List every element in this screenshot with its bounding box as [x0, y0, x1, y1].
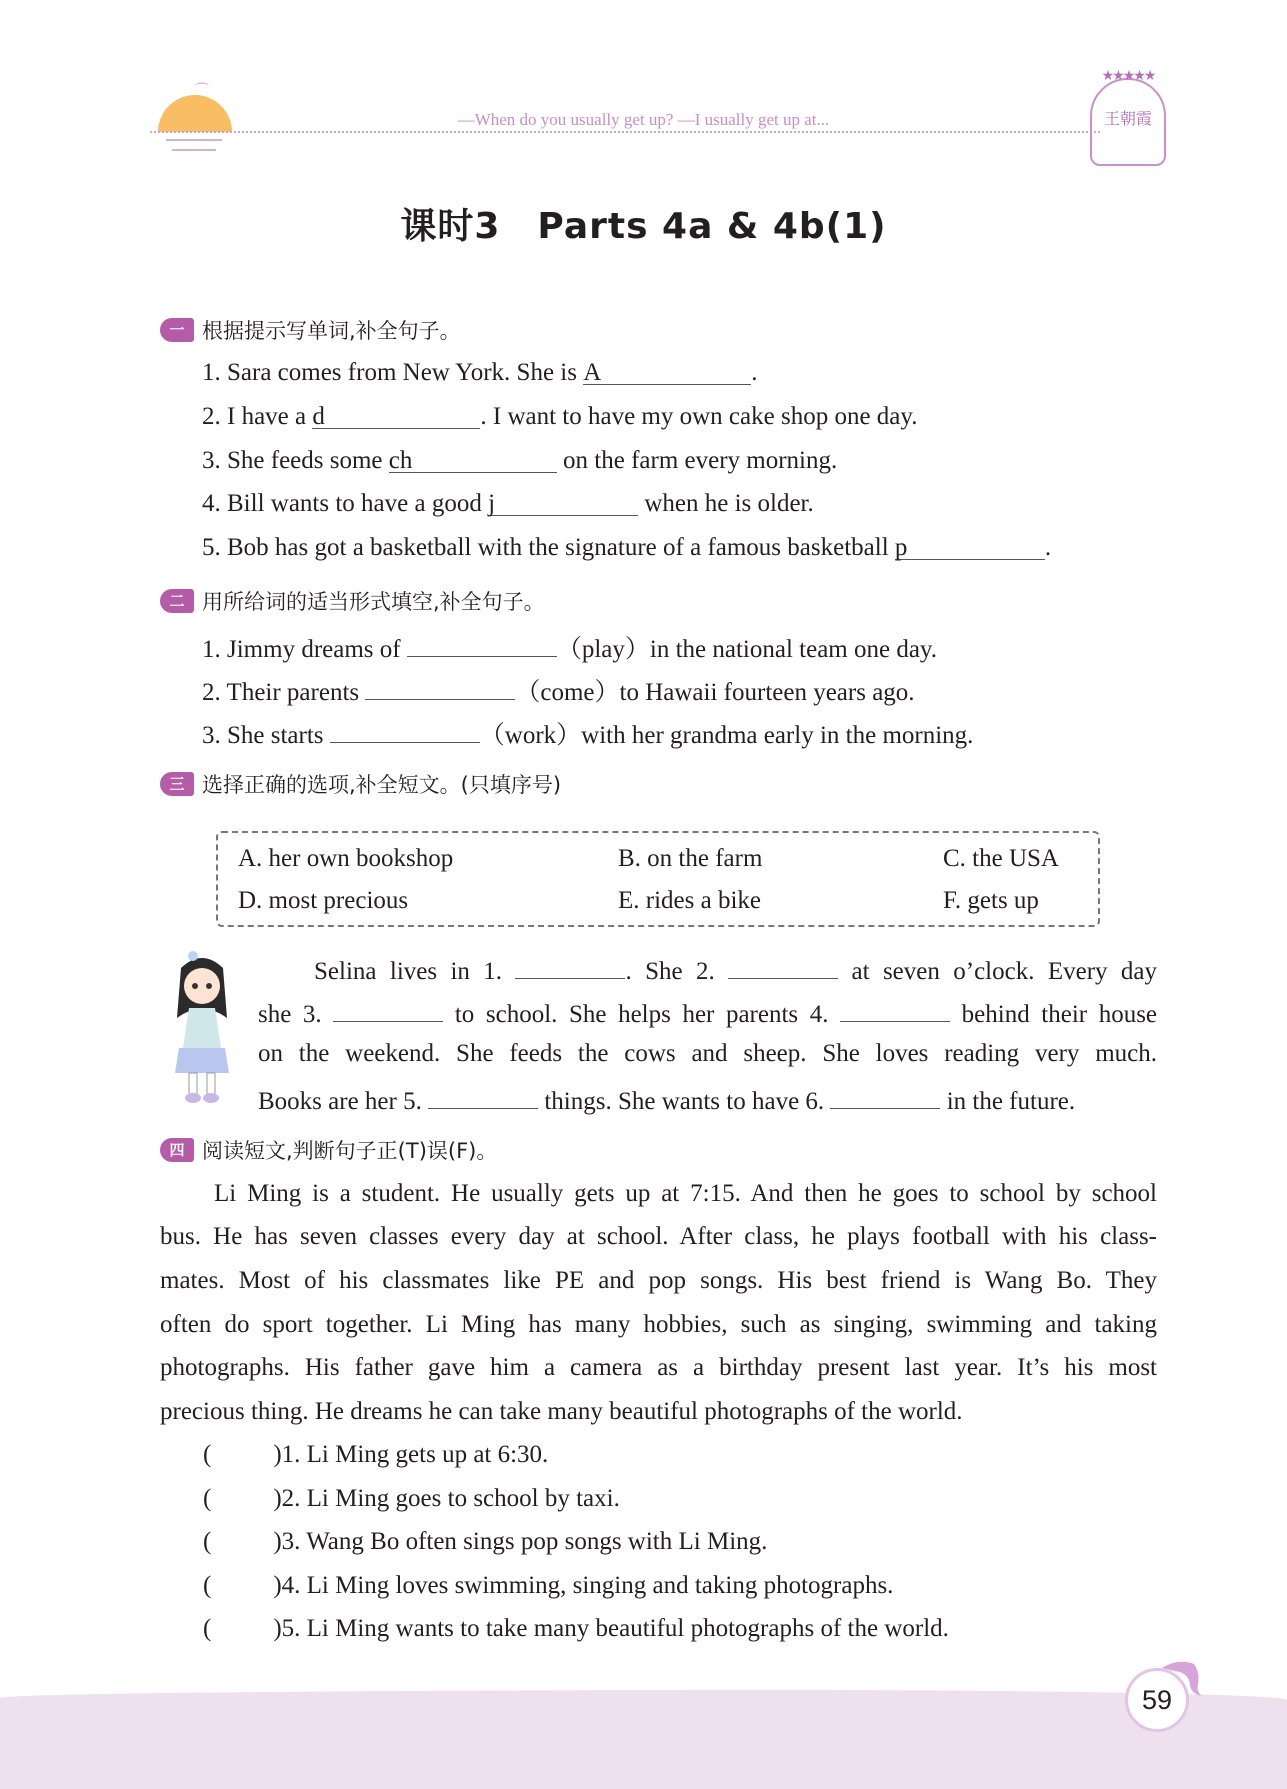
answer-blank[interactable] [407, 630, 557, 657]
answer-blank-3[interactable] [333, 995, 443, 1022]
answer-blank[interactable] [365, 673, 515, 700]
reading-line: mates. Most of his classmates like PE and pop songs. His best friend is Wang Bo. They [160, 1267, 1157, 1294]
decoration-line [172, 149, 216, 151]
option-d: D. most precious [238, 887, 409, 914]
reading-line: bus. He has seven classes every day at school. After class, he plays football with his class- [160, 1223, 1157, 1250]
answer-blank[interactable] [330, 716, 480, 743]
option-e: E. rides a bike [618, 887, 762, 914]
answer-blank-1[interactable] [515, 952, 625, 979]
answer-blank-4[interactable] [840, 995, 950, 1022]
girl-illustration [163, 948, 241, 1106]
question-1-1: 1. Sara comes from New York. She is A . [202, 359, 758, 386]
section-2-heading [160, 587, 545, 615]
logo-text: 王朝霞 [1103, 109, 1152, 128]
footer-band [0, 1690, 1287, 1789]
running-title: —When do you usually get up? —I usually get up at... [457, 110, 830, 129]
section-instruction: 选择正确的选项,补全短文。(只填序号) [202, 773, 562, 797]
reading-line: photographs. His father gave him a camera as a birthday present last year. It’s his most [160, 1354, 1157, 1381]
reading-line: Li Ming is a student. He usually gets up at 7:15. And then he goes to school by school [214, 1180, 1157, 1207]
section-instruction: 根据提示写单词,补全句子。 [202, 319, 461, 343]
question-2-1: 1. Jimmy dreams of （play）in the national team one day. [202, 630, 937, 665]
option-f: F. gets up [943, 887, 1039, 914]
question-2-2: 2. Their parents （come）to Hawaii fourteen years ago. [202, 673, 915, 708]
page-title: 课时3 Parts 4a & 4b(1) [400, 206, 887, 247]
reading-line: precious thing. He dreams he can take many beautiful photographs of the world. [160, 1398, 963, 1425]
dolphin-icon [1160, 1660, 1204, 1700]
publisher-logo [1090, 68, 1166, 166]
option-b: B. on the farm [618, 845, 763, 872]
section-instruction: 阅读短文,判断句子正(T)误(F)。 [202, 1139, 498, 1163]
stars-icon: ★★★★★ [1101, 68, 1155, 84]
section-instruction: 用所给词的适当形式填空,补全句子。 [202, 590, 545, 614]
question-2-3: 3. She starts （work）with her grandma early in the morning. [202, 716, 973, 751]
header-divider [150, 131, 1100, 133]
tf-statement-1: ( )1. Li Ming gets up at 6:30. [203, 1441, 549, 1468]
reading-line: often do sport together. Li Ming has many hobbies, such as singing, swimming and taking [160, 1311, 1157, 1338]
answer-blank-2[interactable] [728, 952, 838, 979]
answer-blank[interactable]: A [583, 358, 751, 385]
options-box [216, 831, 1100, 927]
tf-statement-4: ( )4. Li Ming loves swimming, singing and taking photographs. [203, 1572, 894, 1599]
tf-statement-3: ( )3. Wang Bo often sings pop songs with Li Ming. [203, 1528, 768, 1555]
question-1-5: 5. Bob has got a basketball with the signature of a famous basketball p . [202, 534, 1052, 561]
answer-blank-6[interactable] [830, 1082, 940, 1109]
passage-line: Selina lives in 1. . She 2. at seven o’clock. Every day [258, 952, 1157, 987]
option-a: A. her own bookshop [238, 845, 454, 872]
answer-blank[interactable]: j [488, 489, 638, 516]
passage-line: on the weekend. She feeds the cows and sheep. She loves reading very much. [258, 1040, 1157, 1067]
answer-blank-5[interactable] [428, 1082, 538, 1109]
section-3-heading [160, 770, 561, 798]
answer-blank[interactable]: ch [389, 446, 557, 473]
decoration-line [166, 139, 222, 141]
question-1-4: 4. Bill wants to have a good j when he is older. [202, 490, 814, 517]
bird-icon: ⌒ [195, 83, 209, 99]
tf-statement-2: ( )2. Li Ming goes to school by taxi. [203, 1485, 620, 1512]
passage-line: she 3. to school. She helps her parents 4. behind their house [258, 995, 1157, 1030]
page-number: 59 [1125, 1668, 1189, 1732]
question-1-2: 2. I have a d . I want to have my own cake shop one day. [202, 403, 918, 430]
section-1-heading [160, 316, 461, 344]
passage-line: Books are her 5. things. She wants to have 6. in the future. [258, 1082, 1157, 1117]
question-1-3: 3. She feeds some ch on the farm every morning. [202, 447, 838, 474]
section-badge: 三 [160, 772, 194, 796]
answer-blank[interactable]: d [312, 402, 480, 429]
option-c: C. the USA [943, 845, 1059, 872]
section-badge: 一 [160, 318, 194, 342]
section-badge: 四 [160, 1138, 194, 1162]
section-4-heading [160, 1136, 497, 1164]
answer-blank[interactable]: p [895, 533, 1045, 560]
section-badge: 二 [160, 589, 194, 613]
tf-statement-5: ( )5. Li Ming wants to take many beautiful photographs of the world. [203, 1615, 949, 1642]
